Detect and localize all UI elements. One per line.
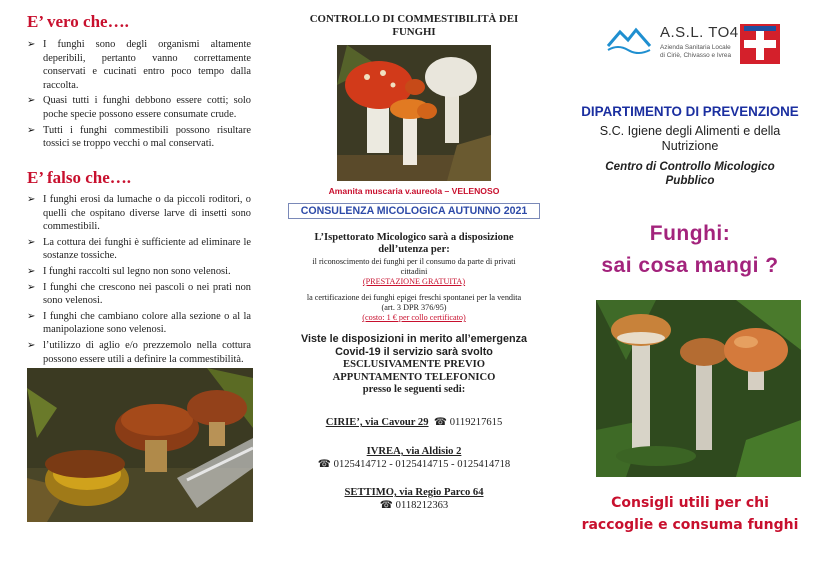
middle-panel	[276, 0, 552, 584]
certificazione-text: la certificazione dei funghi epigei freschi spontanei per la vendita (art. 3 DPR 376/95)	[306, 293, 522, 312]
sede-place: IVREA, via Aldisio 2	[366, 446, 462, 457]
arrow-bullet-icon: ➢	[27, 310, 36, 322]
list-item: ➢ l’utilizzo di aglio e/o prezzemolo nella cottura possono essere utili a definire la commestibilità.	[27, 339, 251, 365]
sede-phone: 0119217615	[449, 417, 503, 428]
sede-ivrea	[276, 445, 552, 471]
sai-cosa-mangi-heading: sai cosa mangi ?	[601, 254, 779, 277]
list-item: ➢ I funghi sono degli organismi altamente deperibili, pertanto vanno correttamente conservati e cucinati entro poco tempo dalla raccolta.	[27, 39, 251, 91]
sc-title: S.C. Igiene degli Alimenti e della Nutrizione	[599, 124, 781, 153]
list-item: ➢ Tutti i funghi commestibili possono risultare tossici se troppo vecchi o mal conservati.	[27, 124, 251, 150]
covid-text: Viste le disposizioni in merito all’emergenza Covid-19 il servizio sarà svolto	[300, 333, 527, 358]
asl-name: A.S.L. TO4	[660, 24, 739, 41]
arrow-bullet-icon: ➢	[27, 95, 36, 107]
sede-place: SETTIMO, via Regio Parco 64	[344, 487, 484, 498]
list-item: ➢ La cottura dei funghi è sufficiente ad eliminare le sostanze tossiche.	[27, 236, 251, 262]
falso-title: E’ falso che….	[27, 168, 132, 187]
arrow-bullet-icon: ➢	[27, 39, 36, 50]
list-item: ➢ I funghi che crescono nei pascoli o nei prati non sono velenosi.	[27, 281, 251, 307]
list-item: ➢ I funghi raccolti sul legno non sono velenosi.	[27, 265, 231, 277]
boletus-photo	[27, 368, 253, 522]
arrow-bullet-icon: ➢	[27, 236, 36, 248]
piemonte-crest-icon	[740, 24, 780, 64]
sede-phone: 0125414712 - 0125414715 - 0125414718	[333, 459, 511, 470]
vero-title: E’ vero che….	[27, 12, 129, 31]
dipartimento-title: DIPARTIMENTO DI PREVENZIONE	[581, 104, 799, 119]
costo-text: (costo: 1 € per collo certificato)	[362, 313, 466, 322]
consigli-heading: Consigli utili per chi raccoglie e consuma funghi	[581, 495, 799, 533]
falso-list	[25, 193, 251, 368]
arrow-bullet-icon: ➢	[27, 265, 36, 277]
centro-title: Centro di Controllo Micologico Pubblico	[605, 160, 775, 187]
phone-icon: ☎	[379, 500, 396, 511]
photo-caption: Amanita muscaria v.aureola – VELENOSO	[328, 186, 500, 196]
arrow-bullet-icon: ➢	[27, 194, 36, 205]
sede-cirie	[276, 416, 552, 428]
riconoscimento-text: il riconoscimento dei funghi per il consumo da parte di privati cittadini	[312, 257, 516, 276]
gratuita-text: (PRESTAZIONE GRATUITA)	[362, 277, 466, 286]
arrow-bullet-icon: ➢	[27, 124, 36, 136]
list-item: ➢ I funghi che cambiano colore alla sezione o al la manipolazione sono velenosi.	[27, 310, 251, 336]
asl-logo-icon	[606, 24, 652, 54]
appuntamento-text: ESCLUSIVAMENTE PREVIO APPUNTAMENTO TELEFONICO presso le seguenti sedi:	[332, 359, 496, 396]
list-item: ➢ I funghi erosi da lumache o da piccoli roditori, o quelli che ospitano diverse larve di insetti sono commestibili.	[27, 194, 251, 233]
vero-list	[25, 38, 251, 153]
arrow-bullet-icon: ➢	[27, 339, 36, 351]
consulenza-box: CONSULENZA MICOLOGICA AUTUNNO 2021	[288, 203, 540, 219]
phone-icon: ☎	[431, 417, 448, 428]
sede-place: CIRIE’, via Cavour 29	[325, 417, 429, 428]
amanita-photo	[337, 45, 491, 181]
asl-subtitle: Azienda Sanitaria Locale di Ciriè, Chivasso e Ivrea	[660, 44, 732, 59]
left-panel	[0, 0, 276, 584]
list-item: ➢ Quasi tutti i funghi debbono essere cotti; solo poche specie possono essere consumate crude.	[27, 95, 251, 120]
sede-phone: 0118212363	[395, 500, 449, 511]
controllo-title: CONTROLLO DI COMMESTIBILITÀ DEI FUNGHI	[309, 13, 519, 38]
right-panel	[552, 0, 828, 584]
arrow-bullet-icon: ➢	[27, 281, 36, 293]
ispettorato-text: L’Ispettorato Micologico sarà a disposizione dell’utenza per:	[314, 232, 514, 256]
phone-icon: ☎	[317, 459, 334, 470]
funghi-heading: Funghi:	[649, 222, 731, 245]
sede-settimo	[276, 486, 552, 512]
